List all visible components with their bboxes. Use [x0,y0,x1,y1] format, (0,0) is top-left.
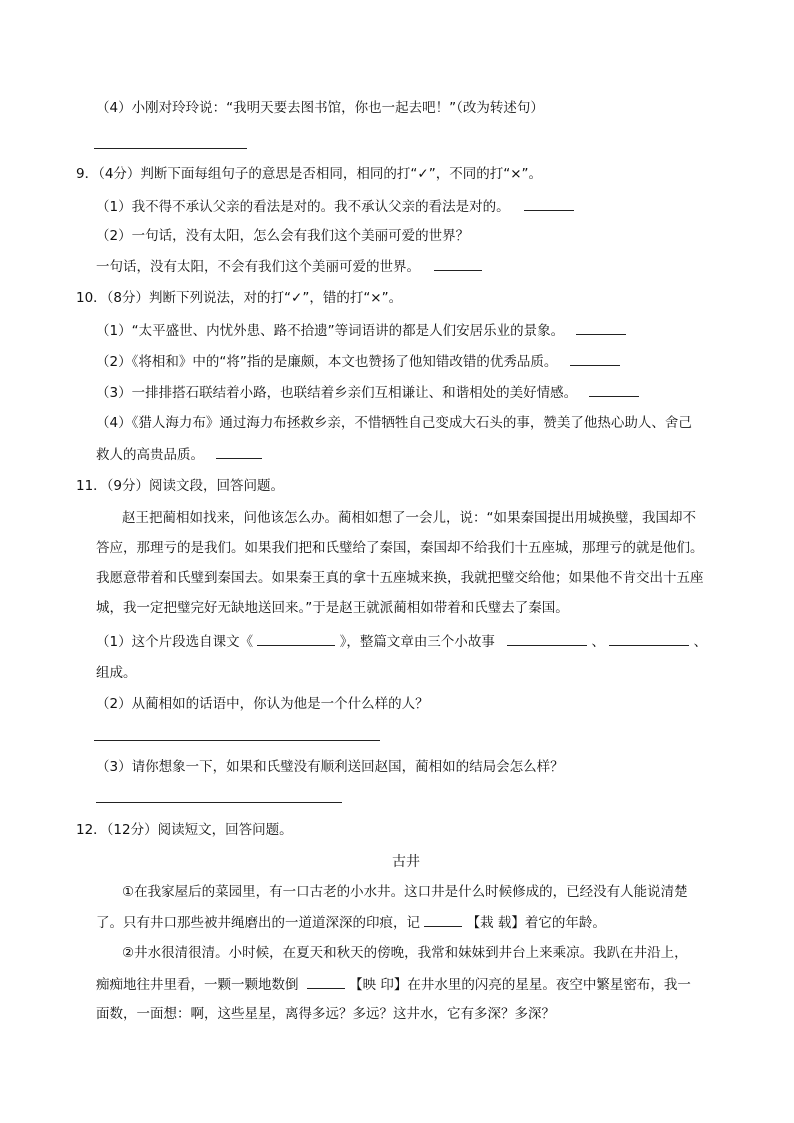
q9-item1-blank[interactable] [524,196,574,211]
q11-passage-line-3: 我愿意带着和氏璧到秦国去。如果秦王真的拿十五座城来换，我就把璧交给他；如果他不肯交出十五座 [96,570,704,586]
q11-sub1-title-blank[interactable] [257,631,335,646]
q10-item4b [96,444,262,465]
q12-p2-line-2-pre: 痴痴地往井里看，一颗一颗地数倒 [96,977,299,993]
q10-item1-text: （1）“太平盛世、内忧外患、路不拾遗”等词语讲的都是人们安居乐业的景象。 [96,323,565,339]
q10-item3 [96,382,639,403]
q10-item1 [96,320,626,341]
q10-item4-blank[interactable] [216,444,262,459]
q9-item2-blank[interactable] [434,256,482,271]
q8-answer-line[interactable] [94,148,247,149]
q12-p2-line-1: ②井水很清很清。小时候，在夏天和秋天的傍晚，我常和妹妹到井台上来乘凉。我趴在井沿上， [122,945,688,961]
q11-sub3-answer-line[interactable] [96,802,342,803]
q11-sub2-answer-line[interactable] [94,740,380,741]
q11-header: 11．（9分）阅读文段，回答问题。 [76,478,285,494]
q12-p2-line-2 [96,974,691,995]
q10-item2-text: （2）《将相和》中的“将”指的是廉颇，本文也赞扬了他知错改错的优秀品质。 [96,354,558,370]
q11-sub3: （3）请你想象一下，如果和氏璧没有顺利送回赵国，蔺相如的结局会怎么样？ [96,759,564,775]
q11-sub1-suffix: 组成。 [96,665,137,681]
q11-sub1-sep1: 、 [591,634,606,650]
q10-item2-blank[interactable] [570,351,620,366]
q9-item1 [96,196,574,217]
q10-header: 10．（8分）判断下列说法，对的打“✓”，错的打“×”。 [76,290,403,306]
q8-item4: （4）小刚对玲玲说：“我明天要去图书馆，你也一起去吧！”（改为转述句） [96,100,544,116]
q11-story1-blank[interactable] [507,631,587,646]
q10-item1-blank[interactable] [576,320,626,335]
q10-item4b-text: 救人的高贵品质。 [96,447,204,463]
q12-p1-line-1: ①在我家屋后的菜园里，有一口古老的小水井。这口井是什么时候修成的，已经没有人能说清楚 [122,884,688,900]
q10-item3-blank[interactable] [589,382,639,397]
q11-story2-blank[interactable] [609,631,689,646]
q11-passage-line-1: 赵王把蔺相如找来，问他该怎么办。蔺相如想了一会儿，说：“如果秦国提出用城换璧，我国却不 [122,510,696,526]
q12-p1-line-2-pre: 了。只有井口那些被井绳磨出的一道道深深的印痕，记 [96,915,420,931]
q11-sub1-middle: 》，整篇文章由三个小故事 [339,634,495,650]
q12-header: 12．（12分）阅读短文，回答问题。 [76,822,293,838]
q10-item4a: （4）《猎人海力布》通过海力布拯救乡亲，不惜牺牲自己变成大石头的事，赞美了他热心助人、舍己 [96,415,692,431]
q9-item2a: （2）一句话，没有太阳，怎么会有我们这个美丽可爱的世界？ [96,228,470,244]
q12-p2-line-2-post: 【映 印】在井水里的闪亮的星星。夜空中繁星密布，我一 [349,977,691,993]
q9-item1-text: （1）我不得不承认父亲的看法是对的。我不承认父亲的看法是对的。 [96,199,510,215]
q11-sub1 [96,631,707,652]
q11-sub1-sep2: 、 [693,634,708,650]
q11-passage-line-2: 答应，那理亏的是我们。如果我们把和氏璧给了秦国，秦国却不给我们十五座城，那理亏的就是他们。 [96,540,704,556]
q12-p1-line-2-post: 【栽 载】着它的年龄。 [466,915,606,931]
q12-p2-blank[interactable] [307,974,345,989]
q12-passage-title: 古井 [392,854,420,870]
q9-header: 9．（4分）判断下面每组句子的意思是否相同，相同的打“✓”，不同的打“×”。 [76,166,543,182]
q11-passage-line-4: 城，我一定把璧完好无缺地送回来。”于是赵王就派蔺相如带着和氏璧去了秦国。 [96,600,569,616]
q11-sub2: （2）从蔺相如的话语中，你认为他是一个什么样的人？ [96,696,429,712]
q9-item2b-text: 一句话，没有太阳，不会有我们这个美丽可爱的世界。 [96,259,420,275]
q12-p1-line-2 [96,912,606,933]
q12-p2-line-3: 面数，一面想：啊，这些星星，离得多远？多远？这井水，它有多深？多深？ [96,1006,555,1022]
q11-sub1-prefix: （1）这个片段选自课文《 [96,634,254,650]
q9-item2b [96,256,482,277]
q10-item2 [96,351,620,372]
q11-sub1-end [96,662,137,683]
q12-p1-blank[interactable] [424,912,462,927]
q10-item3-text: （3）一排排搭石联结着小路，也联结着乡亲们互相谦让、和谐相处的美好情感。 [96,385,578,401]
